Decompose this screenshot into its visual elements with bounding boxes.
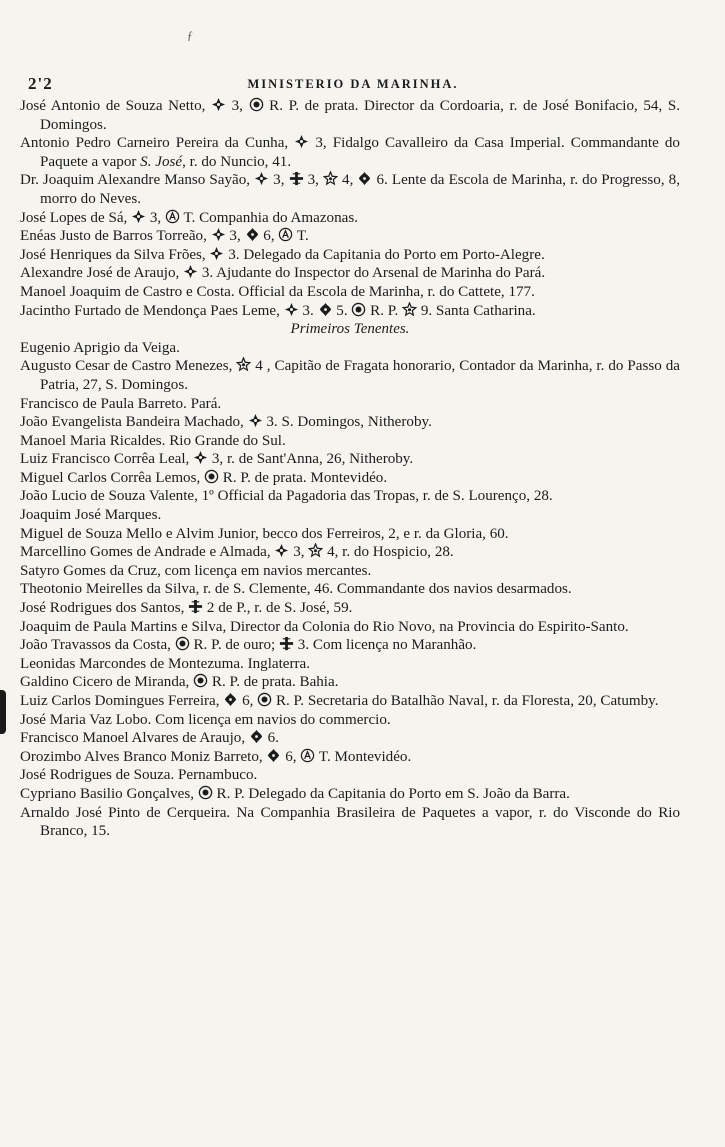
register-entry bbox=[20, 209, 680, 228]
order-aviz-icon bbox=[249, 729, 264, 744]
order-christ-icon bbox=[289, 171, 304, 186]
register-entry bbox=[20, 395, 680, 414]
entry-text: João Evangelista Bandeira Machado, bbox=[20, 414, 248, 431]
register-entry bbox=[20, 655, 680, 674]
page-header bbox=[28, 74, 678, 94]
register-entry bbox=[20, 673, 680, 692]
entry-text: , r. do Nuncio, 41. bbox=[182, 153, 292, 170]
order-rose-icon bbox=[211, 227, 226, 242]
order-star-icon bbox=[402, 302, 417, 317]
page-number: 2'2 bbox=[28, 74, 53, 93]
ship-name: S. José bbox=[140, 153, 183, 170]
order-rose-icon bbox=[284, 302, 299, 317]
entry-text: 3. S. Domingos, Nitheroby. bbox=[262, 414, 432, 431]
register-entry bbox=[20, 766, 680, 785]
circle-a-icon bbox=[165, 209, 180, 224]
entry-text: José Rodrigues de Souza. Pernambuco. bbox=[20, 767, 258, 784]
entry-text: José Antonio de Souza Netto, bbox=[20, 98, 212, 114]
register-entry bbox=[20, 562, 680, 581]
entry-text: R. P. de ouro; bbox=[189, 637, 280, 654]
register-entry bbox=[20, 357, 680, 394]
entry-text: Arnaldo José Pinto de Cerqueira. Na Companhia Brasileira de Paquetes a vapor, r. do Visconde do Rio Branco, 15. bbox=[20, 804, 680, 840]
entry-text: Miguel de Souza Mello e Alvim Junior, becco dos Ferreiros, 2, e r. da Gloria, 60. bbox=[20, 525, 509, 542]
order-aviz-icon bbox=[357, 171, 372, 186]
stray-mark: ƒ bbox=[187, 28, 193, 42]
order-rose-icon bbox=[248, 413, 263, 428]
register-entry bbox=[20, 339, 680, 358]
entry-text: João Travassos da Costa, bbox=[20, 637, 175, 654]
register-entry bbox=[20, 487, 680, 506]
register-entry bbox=[20, 432, 680, 451]
order-aviz-icon bbox=[318, 302, 333, 317]
entry-text: José Rodrigues dos Santos, bbox=[20, 600, 189, 617]
order-rose-icon bbox=[254, 171, 269, 186]
entry-text: Eugenio Aprigio da Veiga. bbox=[20, 339, 180, 356]
entry-text: João Lucio de Souza Valente, 1º Official da Pagadoria das Tropas, r. de S. Lourenço, 28. bbox=[20, 488, 553, 505]
entry-text: 3. bbox=[298, 302, 318, 319]
entry-text: Miguel Carlos Corrêa Lemos, bbox=[20, 469, 205, 486]
entry-text: Francisco Manoel Alvares de Araujo, bbox=[20, 730, 249, 747]
entry-text: 3, bbox=[289, 544, 309, 561]
entry-text: Manoel Joaquim de Castro e Costa. Official da Escola de Marinha, r. do Cattete, 177. bbox=[20, 283, 535, 300]
medal-icon bbox=[198, 785, 213, 800]
register-entry bbox=[20, 543, 680, 562]
entry-text: 3. Ajudante do Inspector do Arsenal de Marinha do Pará. bbox=[198, 265, 546, 282]
order-rose-icon bbox=[131, 209, 146, 224]
entry-text: 3, r. de Sant'Anna, 26, Nitheroby. bbox=[208, 451, 414, 468]
entry-text: 3, bbox=[303, 172, 323, 189]
entry-text: José Lopes de Sá, bbox=[20, 209, 132, 226]
entry-text: R. P. de prata. Bahia. bbox=[208, 674, 339, 691]
medal-icon bbox=[193, 673, 208, 688]
entry-text: Jacintho Furtado de Mendonça Paes Leme, bbox=[20, 302, 284, 319]
entry-text: 4, r. do Hospicio, 28. bbox=[323, 544, 454, 561]
order-rose-icon bbox=[193, 450, 208, 465]
entry-text: R. P. Secretaria do Batalhão Naval, r. da Floresta, 20, Catumby. bbox=[272, 693, 659, 709]
register-entry bbox=[20, 804, 680, 841]
order-rose-icon bbox=[209, 246, 224, 261]
register-entry bbox=[20, 246, 680, 265]
entry-text: Marcellino Gomes de Andrade e Almada, bbox=[20, 544, 275, 561]
entry-text: 3. Delegado da Capitania do Porto em Porto-Alegre. bbox=[224, 246, 545, 263]
entry-text: 5. bbox=[332, 302, 352, 319]
register-entry bbox=[20, 785, 680, 804]
entry-text: Orozimbo Alves Branco Moniz Barreto, bbox=[20, 748, 267, 765]
entry-text: 6, bbox=[281, 748, 301, 765]
register-entry bbox=[20, 748, 680, 767]
entry-text: Antonio Pedro Carneiro Pereira da Cunha, bbox=[20, 135, 295, 152]
entry-text: Alexandre José de Araujo, bbox=[20, 265, 184, 282]
entry-text: Theotonio Meirelles da Silva, r. de S. Clemente, 46. Commandante dos navios desarmados. bbox=[20, 581, 572, 598]
circle-a-icon bbox=[300, 748, 315, 763]
register-entry bbox=[20, 618, 680, 637]
register-entry bbox=[20, 413, 680, 432]
entry-text: 3, Fidalgo Cavalleiro da Casa Imperial. Commandante do Paquete a vapor bbox=[40, 135, 680, 170]
entry-text: 3. Com licença no Maranhão. bbox=[294, 637, 477, 654]
register-entry bbox=[20, 525, 680, 544]
section-heading: Primeiros Tenentes. bbox=[290, 321, 410, 338]
register-entry bbox=[20, 729, 680, 748]
register-entry bbox=[20, 134, 680, 171]
binding-shadow bbox=[0, 690, 6, 734]
entry-text: T. bbox=[293, 228, 309, 245]
order-christ-icon bbox=[279, 636, 294, 651]
entry-text: 6, bbox=[238, 693, 258, 709]
register-entry bbox=[20, 580, 680, 599]
order-rose-icon bbox=[274, 543, 289, 558]
entry-text: R. P. de prata. Montevidéo. bbox=[219, 469, 388, 486]
entry-text: Joaquim de Paula Martins e Silva, Director da Colonia do Rio Novo, na Provincia do Espirito-Santo. bbox=[20, 618, 629, 635]
entry-text: 3, bbox=[226, 98, 249, 114]
register-entry bbox=[20, 97, 680, 134]
entry-text: Satyro Gomes da Cruz, com licença em navios mercantes. bbox=[20, 562, 372, 579]
medal-icon bbox=[249, 97, 264, 112]
register-entry bbox=[20, 636, 680, 655]
entry-text: José Henriques da Silva Frões, bbox=[20, 246, 210, 263]
entry-text: 2 de P., r. de S. José, 59. bbox=[203, 600, 353, 617]
order-aviz-icon bbox=[245, 227, 260, 242]
entry-text: Francisco de Paula Barreto. Pará. bbox=[20, 395, 222, 412]
order-aviz-icon bbox=[266, 748, 281, 763]
entry-text: Joaquim José Marques. bbox=[20, 507, 162, 524]
register-entry bbox=[20, 171, 680, 208]
entry-text: 3, bbox=[269, 172, 289, 189]
register-entry bbox=[20, 302, 680, 321]
entry-text: 4, bbox=[337, 172, 358, 189]
entry-text: R. P. Delegado da Capitania do Porto em S. João da Barra. bbox=[212, 785, 570, 802]
entry-text: Leonidas Marcondes de Montezuma. Inglaterra. bbox=[20, 655, 311, 672]
entry-text: 6. bbox=[263, 730, 279, 747]
entry-text: R. P. bbox=[366, 302, 403, 319]
entry-text: Galdino Cicero de Miranda, bbox=[20, 674, 194, 691]
entry-text: 3, bbox=[225, 228, 245, 245]
register-entry bbox=[20, 227, 680, 246]
entry-text: R. P. de prata. Director da Cordoaria, r. de José Bonifacio, 54, S. Domingos. bbox=[40, 98, 680, 133]
entry-text: Luiz Francisco Corrêa Leal, bbox=[20, 451, 194, 468]
register-entry bbox=[20, 264, 680, 283]
register-entry bbox=[20, 450, 680, 469]
order-rose-icon bbox=[294, 134, 309, 149]
register-entry bbox=[20, 469, 680, 488]
register-entries bbox=[20, 97, 680, 841]
entry-text: Cypriano Basilio Gonçalves, bbox=[20, 785, 198, 802]
register-entry bbox=[20, 506, 680, 525]
order-christ-icon bbox=[188, 599, 203, 614]
order-rose-icon bbox=[183, 264, 198, 279]
register-entry bbox=[20, 692, 680, 711]
entry-text: 9. Santa Catharina. bbox=[417, 302, 536, 319]
order-rose-icon bbox=[211, 97, 226, 112]
order-aviz-icon bbox=[223, 692, 238, 707]
entry-text: Augusto Cesar de Castro Menezes, bbox=[20, 358, 237, 375]
entry-text: 6. Lente da Escola de Marinha, r. do Progresso, 8, morro do Neves. bbox=[40, 172, 680, 207]
circle-a-icon bbox=[278, 227, 293, 242]
register-entry bbox=[20, 711, 680, 730]
register-entry bbox=[20, 283, 680, 302]
order-star-icon bbox=[236, 357, 251, 372]
entry-text: T. Montevidéo. bbox=[315, 748, 412, 765]
register-entry bbox=[20, 599, 680, 618]
entry-text: 4 , Capitão de Fragata honorario, Contador da Marinha, r. do Passo da Patria, 27, S. Domingos. bbox=[40, 358, 680, 393]
medal-icon bbox=[204, 469, 219, 484]
order-star-icon bbox=[308, 543, 323, 558]
medal-icon bbox=[351, 302, 366, 317]
entry-text: Dr. Joaquim Alexandre Manso Sayão, bbox=[20, 172, 255, 189]
running-title: MINISTERIO DA MARINHA. bbox=[247, 77, 459, 91]
entry-text: Manoel Maria Ricaldes. Rio Grande do Sul. bbox=[20, 432, 286, 449]
entry-text: Enéas Justo de Barros Torreão, bbox=[20, 228, 211, 245]
entry-text: Luiz Carlos Domingues Ferreira, bbox=[20, 693, 224, 709]
entry-text: 3, bbox=[146, 209, 165, 226]
medal-icon bbox=[257, 692, 272, 707]
entry-text: José Maria Vaz Lobo. Com licença em navios do commercio. bbox=[20, 711, 391, 728]
order-star-icon bbox=[323, 171, 338, 186]
medal-icon bbox=[175, 636, 190, 651]
entry-text: 6, bbox=[259, 228, 279, 245]
entry-text: T. Companhia do Amazonas. bbox=[179, 209, 358, 226]
